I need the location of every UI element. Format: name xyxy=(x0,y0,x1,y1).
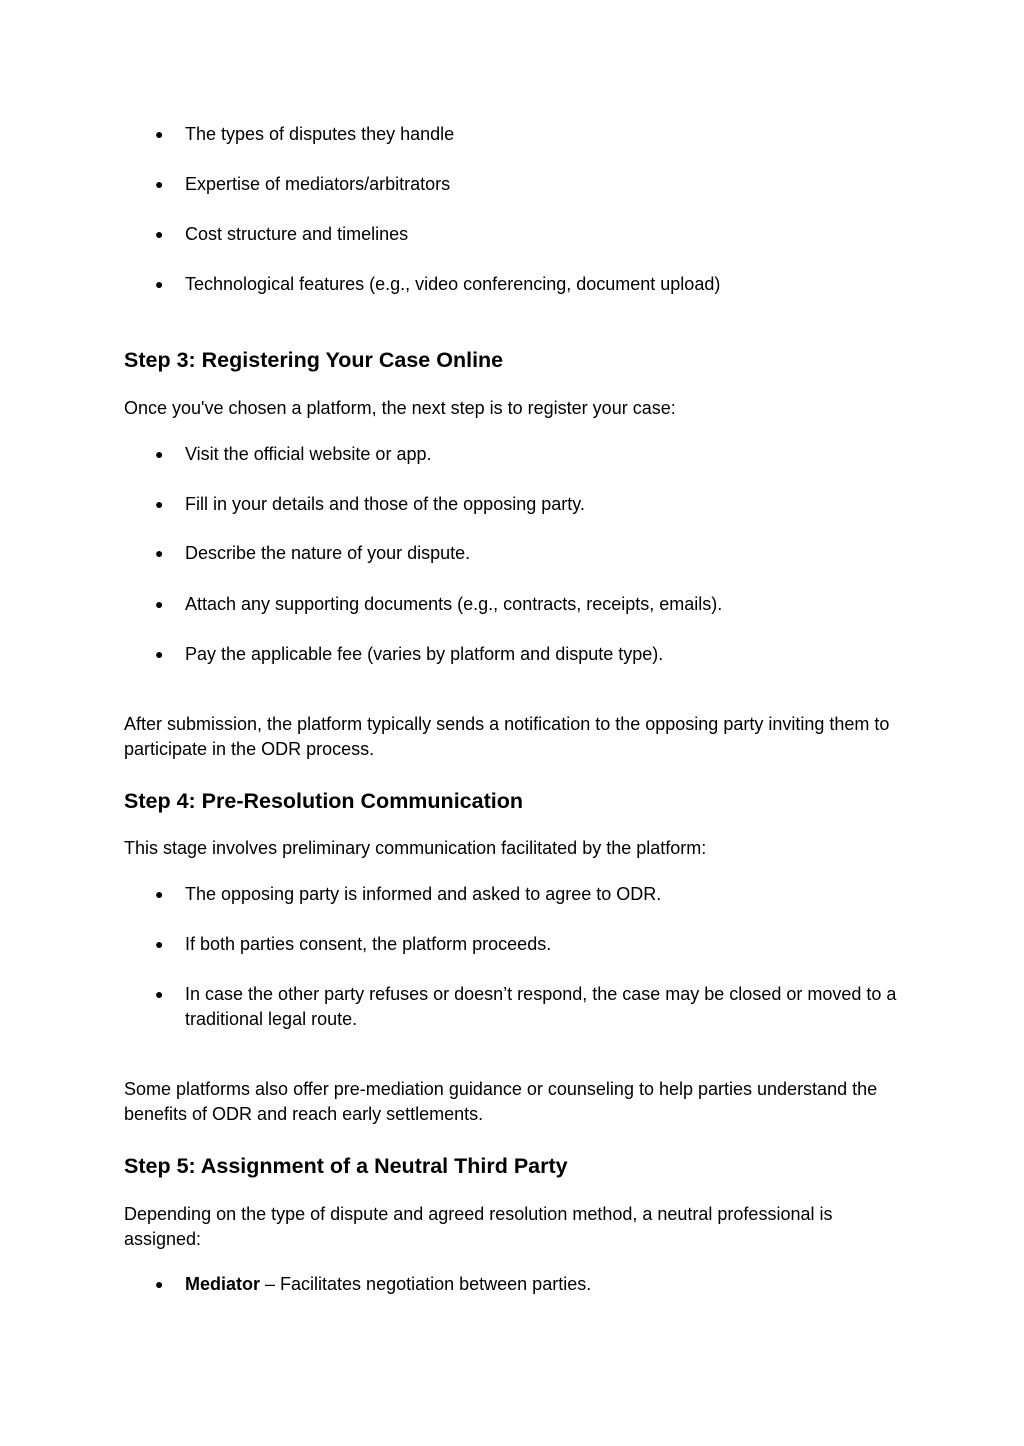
bullet-icon: ● xyxy=(155,1276,164,1292)
paragraph: Depending on the type of dispute and agreed resolution method, a neutral professional is assigned: xyxy=(124,1204,833,1249)
list-item-text: Expertise of mediators/arbitrators xyxy=(185,174,451,194)
bullet-icon: ● xyxy=(155,936,164,952)
list-item-text: If both parties consent, the platform proceeds. xyxy=(185,934,552,954)
paragraph: Once you've chosen a platform, the next step is to register your case: xyxy=(124,398,676,418)
bullet-icon: ● xyxy=(155,596,164,612)
bullet-icon: ● xyxy=(155,545,164,561)
section-heading: Step 3: Registering Your Case Online xyxy=(124,348,504,372)
list-item-text: Visit the official website or app. xyxy=(185,444,432,464)
bullet-icon: ● xyxy=(155,176,164,192)
bullet-icon: ● xyxy=(155,446,164,462)
list-item-text: Attach any supporting documents (e.g., contracts, receipts, emails). xyxy=(185,594,723,614)
paragraph: Some platforms also offer pre-mediation guidance or counseling to help parties understand the benefits of ODR and reach early settlements. xyxy=(124,1079,878,1124)
list-item-text: Pay the applicable fee (varies by platform and dispute type). xyxy=(185,644,664,664)
bullet-icon: ● xyxy=(155,986,164,1002)
section-heading: Step 5: Assignment of a Neutral Third Party xyxy=(124,1154,568,1178)
list-item-text xyxy=(185,1272,900,1297)
list-item-desc: – Facilitates negotiation between parties. xyxy=(260,1274,592,1294)
bullet-icon: ● xyxy=(155,126,164,142)
list-item-text: Describe the nature of your dispute. xyxy=(185,543,471,563)
bullet-icon: ● xyxy=(155,226,164,242)
list-item-text: In case the other party refuses or doesn’t respond, the case may be closed or moved to a traditional legal route. xyxy=(185,984,897,1029)
list-item-text: Technological features (e.g., video conferencing, document upload) xyxy=(185,274,721,294)
bullet-icon: ● xyxy=(155,886,164,902)
list-item-text: The types of disputes they handle xyxy=(185,124,455,144)
paragraph: After submission, the platform typically sends a notification to the opposing party inviting them to participate in the ODR process. xyxy=(124,714,890,759)
list-item-term: Mediator xyxy=(185,1274,261,1294)
paragraph: This stage involves preliminary communication facilitated by the platform: xyxy=(124,838,707,858)
section-heading: Step 4: Pre-Resolution Communication xyxy=(124,789,523,813)
bullet-icon: ● xyxy=(155,276,164,292)
bullet-icon: ● xyxy=(155,646,164,662)
bullet-icon: ● xyxy=(155,496,164,512)
list-item-text: The opposing party is informed and asked to agree to ODR. xyxy=(185,884,662,904)
list-item-text: Cost structure and timelines xyxy=(185,224,409,244)
list-item-text: Fill in your details and those of the opposing party. xyxy=(185,494,585,514)
